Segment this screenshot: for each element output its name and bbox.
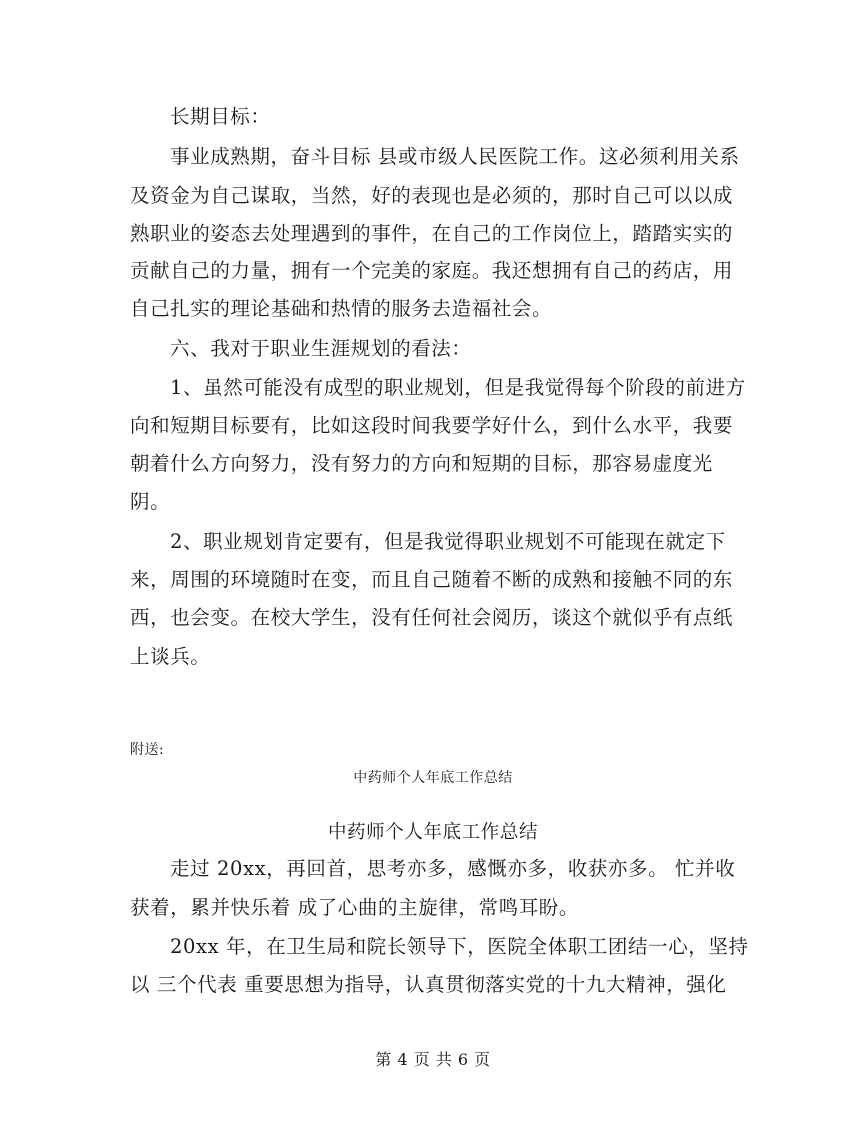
paragraph-line: 向和短期目标要有，比如这段时间我要学好什么，到什么水平，我要 [130, 414, 734, 437]
paragraph-line: 2、职业规划肯定要有，但是我觉得职业规划不可能现在就定下 [170, 530, 726, 553]
paragraph-line: 事业成熟期，奋斗目标 县或市级人民医院工作。这必须利用关系 [170, 145, 740, 168]
paragraph-line: 及资金为自己谋取，当然，好的表现也是必须的，那时自己可以以成 [130, 184, 734, 207]
paragraph-line: 以 三个代表 重要思想为指导，认真贯彻落实党的十九大精神，强化 [130, 973, 727, 996]
paragraph-line: 阴。 [130, 490, 171, 513]
appendix-small-title: 中药师个人年底工作总结 [353, 770, 513, 786]
paragraph-line: 走过 20xx，再回首，思考亦多，感慨亦多，收获亦多。 忙并收 [170, 857, 736, 880]
appendix-title: 中药师个人年底工作总结 [327, 822, 539, 843]
page-number: 第 4 页 共 6 页 [375, 1050, 491, 1069]
paragraph-line: 20xx 年，在卫生局和院长领导下，医院全体职工团结一心，坚持 [170, 935, 749, 958]
paragraph-line: 熟职业的姿态去处理遇到的事件，在自己的工作岗位上，踏踏实实的 [130, 222, 734, 245]
paragraph-line: 贡献自己的力量，拥有一个完美的家庭。我还想拥有自己的药店，用 [130, 259, 734, 282]
paragraph-line: 朝着什么方向努力，没有努力的方向和短期的目标，那容易虚度光 [130, 452, 713, 475]
appendix-label: 附送: [130, 742, 165, 758]
heading-section-six: 六、我对于职业生涯规划的看法： [170, 337, 472, 360]
paragraph-line: 获着，累并快乐着 成了心曲的主旋律，常鸣耳盼。 [130, 896, 579, 919]
paragraph-line: 1、虽然可能没有成型的职业规划，但是我觉得每个阶段的前进方 [170, 376, 746, 399]
paragraph-line: 西，也会变。在校大学生，没有任何社会阅历，谈这个就似乎有点纸 [130, 606, 734, 629]
paragraph-line: 上谈兵。 [130, 645, 211, 668]
paragraph-line: 来，周围的环境随时在变，而且自己随着不断的成熟和接触不同的东 [130, 568, 734, 591]
paragraph-line: 自己扎实的理论基础和热情的服务去造福社会。 [130, 297, 553, 320]
heading-long-term: 长期目标： [170, 105, 271, 128]
